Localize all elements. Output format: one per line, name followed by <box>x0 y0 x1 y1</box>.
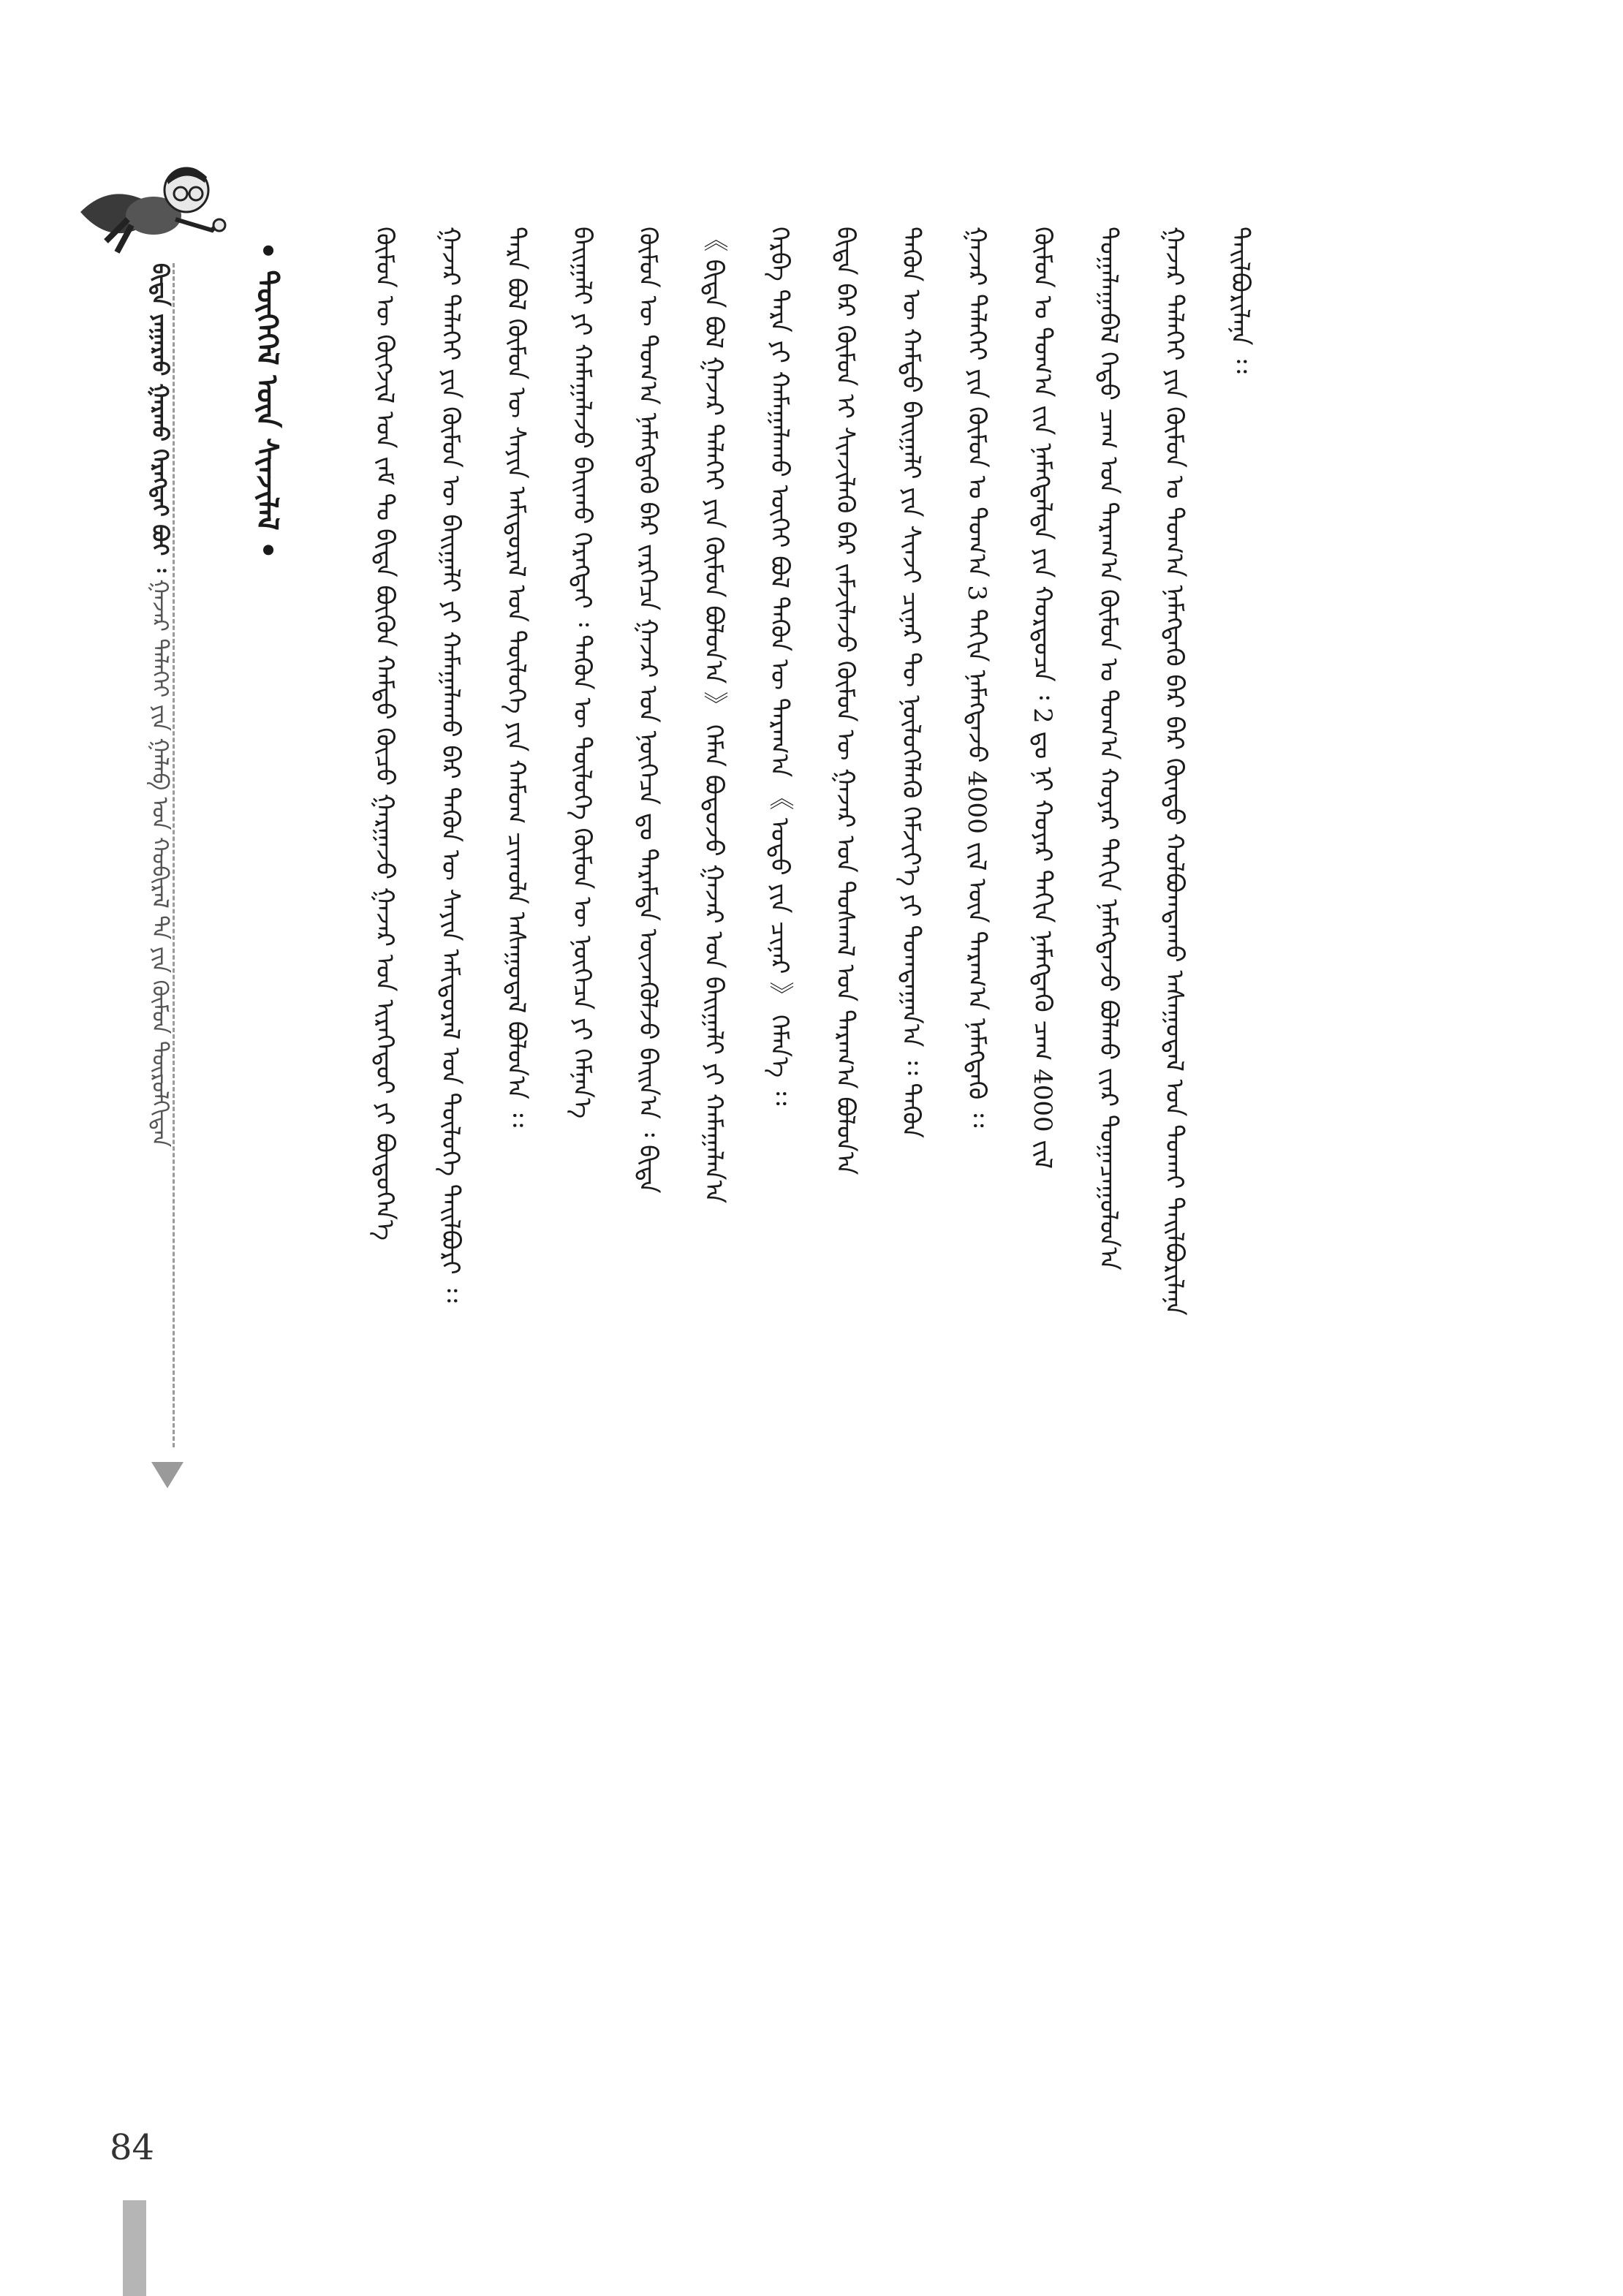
heading-bullet-start-icon: • <box>250 241 284 260</box>
text-column: ᠭᠠᠵᠠᠷ ᠳᠡᠯᠡᠬᠡᠢ ᠶᠢᠨ ᠬᠦᠮᠦᠨ ᠤ ᠲᠣᠭ᠎ᠠ ᠨᠡᠮᠡᠭᠳᠡᠬᠦ ᠪᠡᠷ ᠪᠠᠷ ᠬᠦᠨᠳᠦ ᠬᠣᠯᠪᠣᠭᠳᠠᠬᠤ ᠠᠰᠠᠭᠤᠳᠠᠯ ᠤᠨ ᠲᠤᠬᠠᠢ ᠲᠠᠢᠯᠪᠤᠷᠢᠯᠠᠨᠠ <box>1159 227 1189 1316</box>
text-column: ᠲᠡᠷᠡ ᠪᠣᠯ ᠬᠦᠮᠦᠨ ᠦ ᠰᠠᠶᠢᠨ ᠠᠮᠢᠳᠤᠷᠠᠯ ᠤᠨ ᠲᠥᠯᠦᠭᠡ ᠶᠢᠨ ᠬᠠᠮᠤᠭ ᠴᠢᠬᠤᠯᠠ ᠠᠰᠠᠭᠤᠳᠠᠯ ᠪᠣᠯᠤᠨ᠎ᠠ ᠄᠄ <box>502 227 531 1128</box>
running-header-rest: ᠭᠠᠵᠠᠷ ᠳᠡᠯᠡᠬᠡᠢ ᠶᠢᠨ ᠭᠠᠯᠠᠪ ᠤᠨ ᠬᠤᠪᠢᠷᠠᠯ ᠲᠠ ᠶᠢᠨ ᠬᠦᠮᠦᠨ ᠲᠥᠷᠦᠯᠬᠢᠲᠡᠨ <box>147 579 173 1148</box>
text-column: ᠬᠦᠮᠦᠨ ᠤ ᠲᠣᠭ᠎ᠠ ᠵᠢᠨ ᠨᠡᠮᠡᠭᠳᠡᠯᠲᠡ ᠶᠢᠨ ᠬᠤᠷᠳᠤᠴᠠ ᠄ 2 ᠳᠤ ᠨᠢ ᠬᠣᠶᠠᠷ ᠳᠠᠬᠢᠨ ᠨᠡᠮᠡᠭᠳᠡᠬᠦ ᠴᠠᠭ 4000 ᠵᠢᠯ <box>1028 227 1057 1170</box>
text-column: ᠬᠦᠮᠦᠨ ᠦ ᠲᠣᠭ᠎ᠠ ᠨᠡᠮᠡᠭᠳᠡᠬᠦ ᠪᠡᠷ ᠵᠡᠷᠭᠡᠴᠡ ᠭᠠᠵᠠᠷ ᠤᠨ ᠨᠥᠭᠡᠴᠡ ᠳᠤ ᠳᠠᠷᠠᠮᠲᠠ ᠦᠵᠡᠭᠦᠯᠵᠦ ᠪᠠᠢᠨ᠎ᠠ ᠄ ᠪᠢᠳᠡ <box>633 227 662 1194</box>
text-column: ᠬᠦᠮᠦᠨ ᠦ ᠬᠥᠭᠵᠢᠯ ᠤᠨ ᠵᠠᠮ ᠲᠤ ᠪᠢᠳᠡ ᠪᠦᠬᠦᠨ ᠬᠠᠮᠲᠤ ᠬᠦᠴᠦ ᠭᠠᠷᠭᠠᠵᠤ ᠭᠠᠵᠠᠷ ᠤᠨ ᠢᠷᠡᠭᠡᠳᠦᠢ ᠶᠢ ᠪᠦᠲᠦᠭᠡᠨ᠎ᠡ <box>370 227 399 1241</box>
text-column: ᠲᠠᠢᠯᠪᠤᠷᠢᠯᠠᠨᠠ ᠄᠄ <box>1225 227 1255 374</box>
text-column: ᠭᠠᠵᠠᠷ ᠳᠡᠯᠡᠬᠡᠢ ᠶᠢᠨ ᠬᠦᠮᠦᠨ ᠤ ᠲᠣᠭ᠎ᠠ 3 ᠳᠠᠬᠢᠨ ᠨᠡᠮᠡᠭᠳᠡᠵᠦ 4000 ᠵᠢᠯ ᠦᠨ ᠳᠠᠷᠠᠭ᠎ᠠ ᠨᠡᠮᠡᠭᠳᠡᠬᠦ ᠄᠄ <box>962 227 991 1128</box>
body-text <box>344 227 1268 2288</box>
text-column: ᠲᠣᠭᠠᠯᠠᠭᠠᠪᠠᠯ ᠬᠡᠳᠦ ᠴᠠᠭ ᠤᠨ ᠳᠠᠷᠠᠭ᠎ᠠ ᠬᠦᠮᠦᠨ ᠤ ᠲᠣᠭ᠎ᠠ ᠬᠣᠶᠠᠷ ᠳᠠᠬᠢᠨ ᠨᠡᠮᠡᠭᠳᠡᠵᠦ ᠪᠣᠯᠬᠤ ᠵᠢᠡᠷ ᠲᠣᠭᠠᠴᠠᠭᠤᠯᠤᠨ᠎ᠠ <box>1094 227 1123 1270</box>
header-arrow-icon <box>151 1462 184 1488</box>
heading-bullet-end-icon: • <box>250 540 284 560</box>
text-column: ᠲᠡᠭᠦᠨ ᠦ ᠬᠠᠮᠲᠤ ᠪᠠᠢᠭᠠᠯᠢ ᠶᠢᠨ ᠰᠢᠨᠵᠢ ᠴᠢᠨᠠᠷ ᠲᠦ ᠨᠥᠯᠦᠭᠡᠯᠡᠬᠦ ᠬᠡᠮᠵᠢᠶ᠎ᠡ ᠶᠢ ᠲᠣᠭᠲᠠᠭᠠᠨ᠎ᠠ ᠄᠄ ᠲᠡᠭᠦᠨ <box>896 227 926 1138</box>
text-column: ᠬᠡᠷᠪᠡ ᠲᠡᠷᠡ ᠶᠢ ᠬᠠᠮᠠᠭᠠᠯᠠᠬᠤ ᠦᠭᠡᠢ ᠪᠣᠯ ᠲᠡᠭᠦᠨ ᠦ ᠳᠠᠷᠠᠭ᠎ᠠ 《 ᠣᠳᠣ ᠶᠢᠨ ᠴᠢᠨᠠᠷ 》 ᠬᠡᠮᠡᠨ᠎ᠡ ᠄᠄ <box>765 227 794 1106</box>
thumb-tab <box>123 2200 146 2296</box>
text-column: ᠪᠢᠳᠡ ᠪᠠᠷ ᠬᠦᠮᠦᠨ ᠢ ᠰᠢᠨᠵᠢᠯᠡᠬᠦ ᠪᠡᠷ ᠵᠠᠮᠵᠢᠯᠠᠵᠤ ᠬᠦᠮᠦᠨ ᠦ ᠭᠠᠵᠠᠷ ᠤᠨ ᠲᠣᠰᠬᠠᠯ ᠤᠨ ᠳᠠᠷᠠᠭ᠎ᠠ ᠪᠣᠯᠤᠨ᠎ᠠ <box>831 227 860 1175</box>
header-dashed-rule <box>173 263 175 1447</box>
text-column: ᠭᠠᠵᠠᠷ ᠳᠡᠯᠡᠬᠡᠢ ᠶᠢᠨ ᠬᠦᠮᠦᠨ ᠦ ᠪᠠᠢᠭᠠᠯᠢ ᠶᠢ ᠬᠠᠮᠠᠭᠠᠯᠠᠬᠤ ᠪᠡᠷ ᠲᠡᠭᠦᠨ ᠦ ᠰᠠᠶᠢᠨ ᠠᠮᠢᠳᠤᠷᠠᠯ ᠤᠨ ᠲᠥᠯᠦᠭᠡ ᠲᠠᠢᠯᠪᠤᠷᠢ ᠄᠄ <box>436 227 465 1303</box>
running-header <box>143 263 175 1718</box>
text-column: ᠪᠠᠢᠭᠠᠯᠢ ᠶᠢ ᠬᠠᠮᠠᠭᠠᠯᠠᠵᠤ ᠪᠠᠢᠬᠤ ᠬᠡᠷᠡᠭᠲᠡᠢ ᠄ ᠲᠡᠭᠦᠨ ᠦ ᠲᠥᠯᠦᠭᠡ ᠬᠦᠮᠦᠨ ᠦ ᠨᠥᠭᠡᠴᠡ ᠶᠢ ᠬᠡᠮᠨᠡᠨ᠎ᠡ <box>567 227 597 1119</box>
section-heading <box>245 241 289 585</box>
text-column: 《 ᠪᠢᠳᠡ ᠪᠣᠯ ᠭᠠᠵᠠᠷ ᠳᠡᠯᠡᠬᠡᠢ ᠶᠢᠨ ᠬᠦᠮᠦᠨ ᠪᠣᠯᠤᠨ᠎ᠠ 》 ᠬᠡᠮᠡᠨ ᠪᠣᠳᠣᠵᠤ ᠭᠠᠵᠠᠷ ᠤᠨ ᠪᠠᠢᠭᠠᠯᠢ ᠶᠢ ᠬᠠᠮᠠᠭᠠᠯᠠᠨ᠎ᠠ <box>699 227 728 1204</box>
section-heading-text: ᠲᠥᠭᠡᠭᠡᠯ ᠦᠨ ᠰᠢᠨᠵᠢᠯᠡᠯ <box>250 270 284 531</box>
page-number: 84 <box>110 2127 155 2168</box>
flying-boy-mascot-icon <box>66 132 234 278</box>
running-header-bold: ᠪᠢᠳᠡ ᠶᠠᠭᠠᠷᠠᠤ ᠭᠠᠷᠬᠤ ᠬᠡᠷᠡᠭᠲᠡᠢ ᠪᠤᠢ ᠄ <box>147 263 173 572</box>
